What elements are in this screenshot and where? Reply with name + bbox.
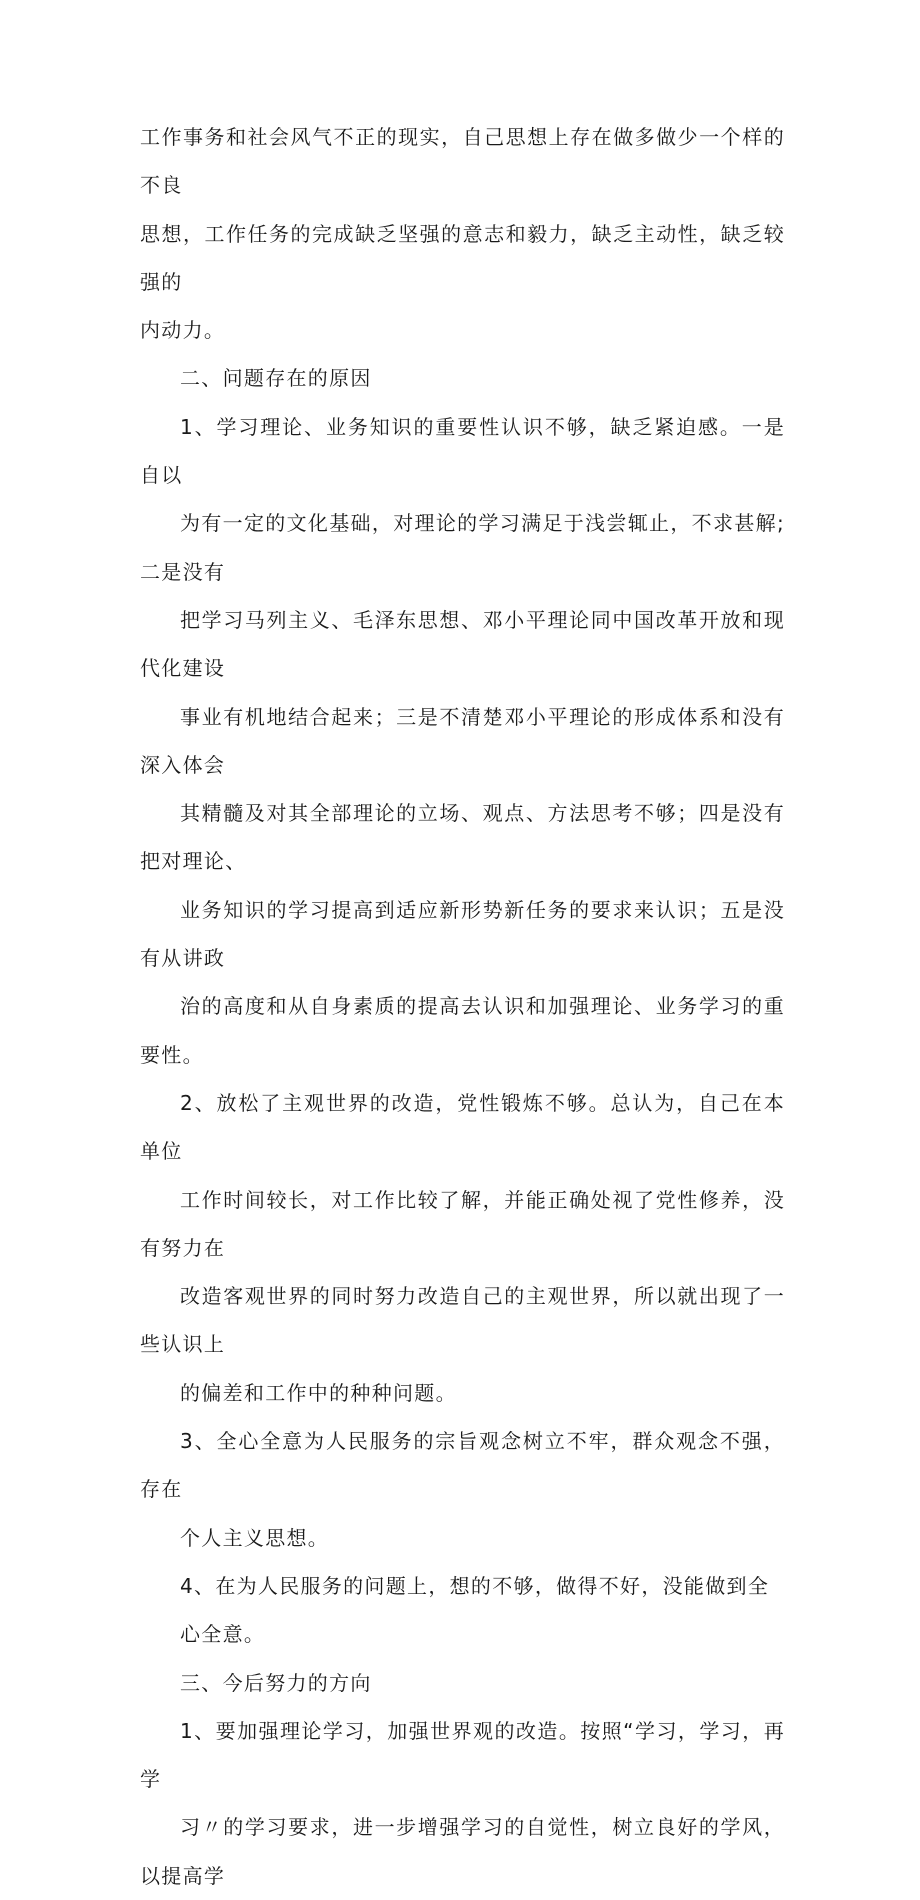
text-line: 内动力。 — [140, 318, 226, 343]
text-line: 业务知识的学习提高到适应新形势新任务的要求来认识；五是没有从讲政 — [140, 897, 785, 971]
text-line: 事业有机地结合起来；三是不清楚邓小平理论的形成体系和没有深入体会 — [140, 704, 785, 777]
paragraph-item-3 — [140, 1417, 785, 1562]
text-line: 习〃的学习要求，进一步增强学习的自觉性，树立良好的学风，以提高学 — [140, 1815, 785, 1888]
text-line: 为有一定的文化基础，对理论的学习满足于浅尝辄止，不求甚解;二是没有 — [140, 511, 785, 584]
text-line: 工作事务和社会风气不正的现实，自己思想上存在做多做少一个样的不良 — [140, 125, 785, 198]
section-heading-3 — [140, 1659, 785, 1707]
paragraph-item-4 — [140, 1562, 785, 1659]
text-line: 2、放松了主观世界的改造，党性锻炼不够。总认为，自己在本单位 — [140, 1090, 785, 1164]
text-line: 1、学习理论、业务知识的重要性认识不够，缺乏紧迫感。一是自以 — [140, 414, 785, 488]
text-line: 把学习马列主义、毛泽东思想、邓小平理论同中国改革开放和现代化建设 — [140, 607, 785, 681]
document-body — [140, 113, 785, 1900]
text-line: 的偏差和工作中的种种问题。 — [180, 1380, 457, 1405]
text-line: 改造客观世界的同时努力改造自己的主观世界，所以就出现了一些认识上 — [140, 1284, 785, 1357]
text-line: 治的高度和从自身素质的提高去认识和加强理论、业务学习的重要性。 — [140, 994, 785, 1067]
text-line: 个人主义思想。 — [180, 1525, 330, 1550]
paragraph-item-1-directions — [140, 1707, 785, 1900]
paragraph-continuation — [140, 113, 785, 354]
text-line: 思想，工作任务的完成缺乏坚强的意志和毅力，缺乏主动性，缺乏较强的 — [140, 221, 785, 294]
heading-text: 二、问题存在的原因 — [180, 366, 372, 391]
paragraph-item-1 — [140, 403, 785, 1079]
section-heading-2 — [140, 354, 785, 402]
text-line: 心全意。 — [180, 1622, 266, 1647]
paragraph-item-2 — [140, 1079, 785, 1417]
heading-text: 三、今后努力的方向 — [180, 1670, 372, 1695]
text-line: 3、全心全意为人民服务的宗旨观念树立不牢，群众观念不强，存在 — [140, 1429, 785, 1502]
text-line: 工作时间较长，对工作比较了解，并能正确处视了党性修养，没有努力在 — [140, 1187, 785, 1260]
text-line: 1、要加强理论学习，加强世界观的改造。按照“学习，学习，再学 — [140, 1718, 785, 1792]
text-line: 4、在为人民服务的问题上，想的不够，做得不好，没能做到全 — [180, 1573, 770, 1598]
text-line: 其精髓及对其全部理论的立场、观点、方法思考不够；四是没有把对理论、 — [140, 801, 785, 874]
